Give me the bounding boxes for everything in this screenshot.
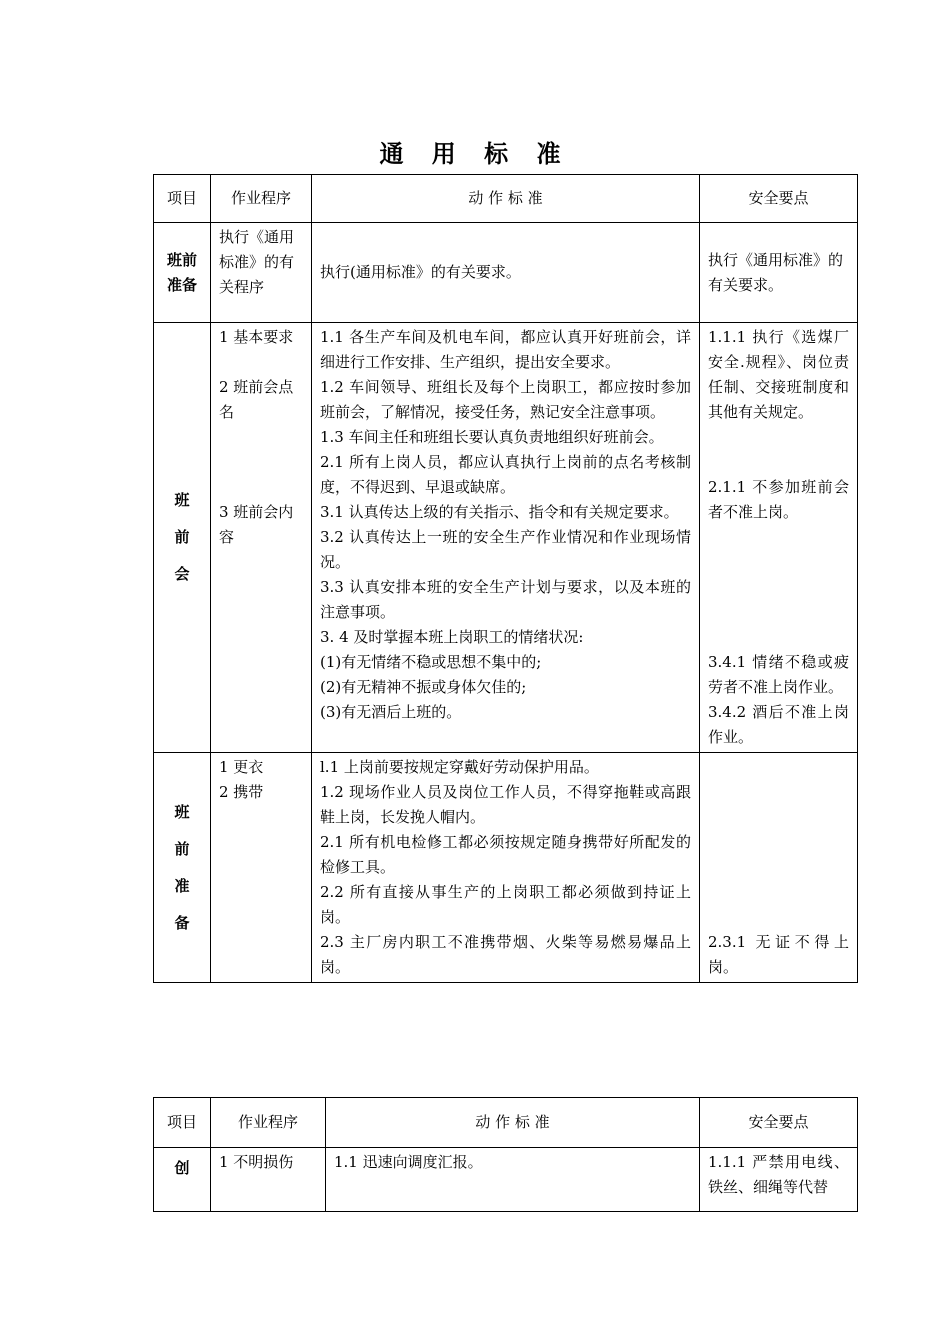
standard-cell [312,323,700,753]
table-row [154,753,858,983]
list-item: (2)有无精神不振或身体欠佳的; [320,678,527,696]
standard-cell: 执行(通用标准》的有关要求。 [312,223,700,323]
list-item: (3)有无酒后上班的。 [320,703,462,721]
item-cell: 班 前 会 [154,323,211,753]
list-item: 2.3 主厂房内职工不准携带烟、火柴等易燃易爆品上岗。 [320,933,691,976]
list-item: 2 班前会点名 [219,378,294,421]
list-item: 1.2 车间领导、班组长及每个上岗职工，都应按时参加班前会，了解情况，接受任务，熟记安全注意事项。 [320,378,691,421]
list-item: 3.4.2 酒后不准上岗作业。 [708,703,849,746]
procedure-cell: 1 不明损伤 [211,1148,326,1212]
list-item: 3 班前会内容 [219,503,294,546]
list-item: 3. 4 及时掌握本班上岗职工的情绪状况: [320,628,584,646]
list-item: 3.1 认真传达上级的有关指示、指令和有关规定要求。 [320,503,679,521]
list-item: 1.1.1 执行《选煤厂安全.规程》、岗位责任制、交接班制度和其他有关规定。 [708,328,849,421]
list-item: 1.3 车间主任和班组长要认真负责地组织好班前会。 [320,428,664,446]
list-item: (1)有无情绪不稳或思想不集中的; [320,653,542,671]
table-row [154,223,858,323]
list-item: 2 携带 [219,783,264,801]
header-row [154,1098,858,1148]
header-procedure: 作业程序 [211,1098,326,1148]
item-cell: 班前准备 [154,223,211,323]
list-item: 1 基本要求 [219,328,294,346]
standard-cell [312,753,700,983]
item-cell: 创 [154,1148,211,1212]
list-item: l.1 上岗前要按规定穿戴好劳动保护用品。 [320,758,599,776]
safety-cell [700,323,858,753]
header-item: 项目 [154,175,211,223]
table-row [154,323,858,753]
header-safety: 安全要点 [700,175,858,223]
header-procedure: 作业程序 [211,175,312,223]
item-cell: 班 前 准 备 [154,753,211,983]
procedure-cell [211,323,312,753]
list-item: 1.2 现场作业人员及岗位工作人员，不得穿拖鞋或高跟鞋上岗，长发挽人帽内。 [320,783,691,826]
table-row [154,1148,858,1212]
list-item: 2.2 所有直接从事生产的上岗职工都必须做到持证上岗。 [320,883,691,926]
header-item: 项目 [154,1098,211,1148]
header-row [154,175,858,223]
list-item: 3.3 认真安排本班的安全生产计划与要求，以及本班的注意事项。 [320,578,691,621]
procedure-cell [211,753,312,983]
safety-cell [700,753,858,983]
header-standard: 动 作 标 准 [326,1098,700,1148]
list-item: 2.1 所有机电检修工都必须按规定随身携带好所配发的检修工具。 [320,833,691,876]
standards-table-2 [153,1097,858,1212]
list-item: 3.2 认真传达上一班的安全生产作业情况和作业现场情况。 [320,528,691,571]
list-item: 2.1 所有上岗人员，都应认真执行上岗前的点名考核制度，不得迟到、早退或缺席。 [320,453,691,496]
list-item: 2.1.1 不参加班前会者不准上岗。 [708,478,849,521]
list-item: 3.4.1 情绪不稳或疲劳者不准上岗作业。 [708,653,849,696]
page-title: 通 用 标 准 [379,140,571,168]
list-item: 2.3.1 无证不得上岗。 [708,933,849,976]
safety-cell: 1.1.1 严禁用电线、铁丝、细绳等代替 [700,1148,858,1212]
list-item: 1.1 各生产车间及机电车间，都应认真开好班前会，详细进行工作安排、生产组织，提出安全要求。 [320,328,691,371]
safety-cell: 执行《通用标准》的有关要求。 [700,223,858,323]
procedure-cell: 执行《通用标准》的有关程序 [211,223,312,323]
header-safety: 安全要点 [700,1098,858,1148]
list-item: 1 更衣 [219,758,264,776]
standard-cell: 1.1 迅速向调度汇报。 [326,1148,700,1212]
header-standard: 动 作 标 准 [312,175,700,223]
standards-table-1 [153,174,858,983]
